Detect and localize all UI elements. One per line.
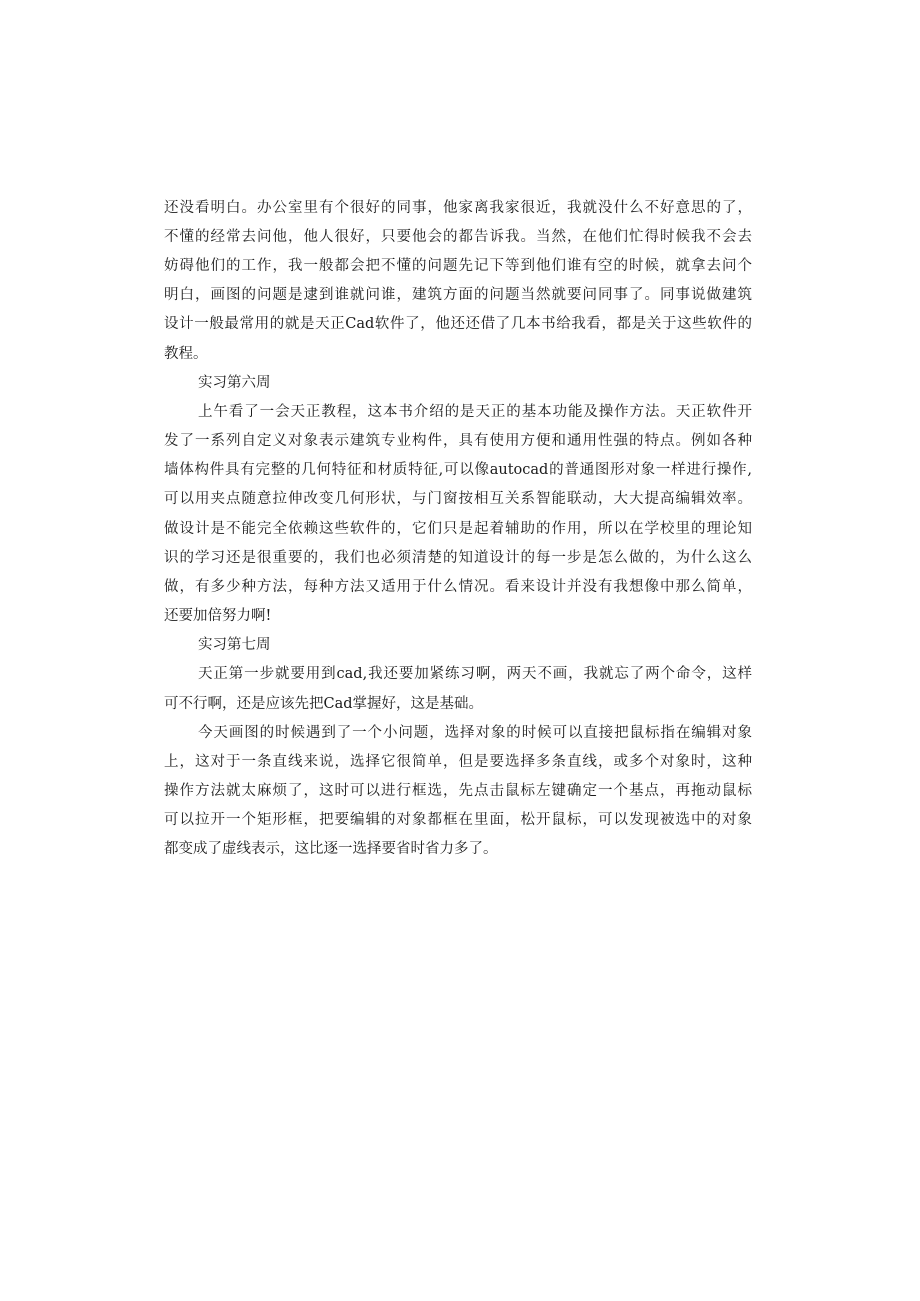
text-line: 不懂的经常去问他，他人很好，只要他会的都告诉我。当然，在他们忙得时候我不会去: [164, 229, 752, 245]
text-line: 上午看了一会天正教程，这本书介绍的是天正的基本功能及操作方法。天正软件开: [198, 404, 752, 420]
text-line: 都变成了虚线表示，这比逐一选择要省时省力多了。: [164, 841, 498, 857]
text-line: 还没看明白。办公室里有个很好的同事，他家离我家很近，我就没什么不好意思的了，: [164, 200, 752, 216]
text-line: 今天画图的时候遇到了一个小问题，选择对象的时候可以直接把鼠标指在编辑对象: [198, 725, 752, 741]
text-line: 做，有多少种方法，每种方法又适用于什么情况。看来设计并没有我想像中那么简单，: [164, 579, 752, 595]
text-line: 可不行啊，还是应该先把Cad掌握好，这是基础。: [164, 696, 484, 712]
text-line: 妨碍他们的工作，我一般都会把不懂的问题先记下等到他们谁有空的时候，就拿去问个: [164, 258, 752, 274]
section-heading-week-7: 实习第七周: [198, 637, 271, 653]
text-line: 天正第一步就要用到cad,我还要加紧练习啊，两天不画，我就忘了两个命令，这样: [198, 666, 752, 682]
text-line: 教程。: [164, 346, 208, 362]
text-line: 墙体构件具有完整的几何特征和材质特征,可以像autocad的普通图形对象一样进行操作,: [164, 462, 752, 478]
text-line: 可以用夹点随意拉伸改变几何形状，与门窗按相互关系智能联动，大大提高编辑效率。: [164, 491, 752, 507]
text-line: 可以拉开一个矩形框，把要编辑的对象都框在里面，松开鼠标，可以发现被选中的对象: [164, 812, 752, 828]
text-line: 做设计是不能完全依赖这些软件的，它们只是起着辅助的作用，所以在学校里的理论知: [164, 521, 752, 537]
section-heading-week-6: 实习第六周: [198, 375, 271, 391]
text-line: 明白，画图的问题是逮到谁就问谁，建筑方面的问题当然就要问同事了。同事说做建筑: [164, 287, 752, 303]
text-line: 发了一系列自定义对象表示建筑专业构件，具有使用方便和通用性强的特点。例如各种: [164, 433, 752, 449]
text-line: 上，这对于一条直线来说，选择它很简单，但是要选择多条直线，或多个对象时，这种: [164, 754, 752, 770]
text-line: 识的学习还是很重要的，我们也必须清楚的知道设计的每一步是怎么做的，为什么这么: [164, 550, 752, 566]
text-line: 操作方法就太麻烦了，这时可以进行框选，先点击鼠标左键确定一个基点，再拖动鼠标: [164, 783, 752, 799]
text-line: 设计一般最常用的就是天正Cad软件了，他还还借了几本书给我看，都是关于这些软件的: [164, 316, 752, 332]
text-line: 还要加倍努力啊!: [164, 608, 272, 624]
